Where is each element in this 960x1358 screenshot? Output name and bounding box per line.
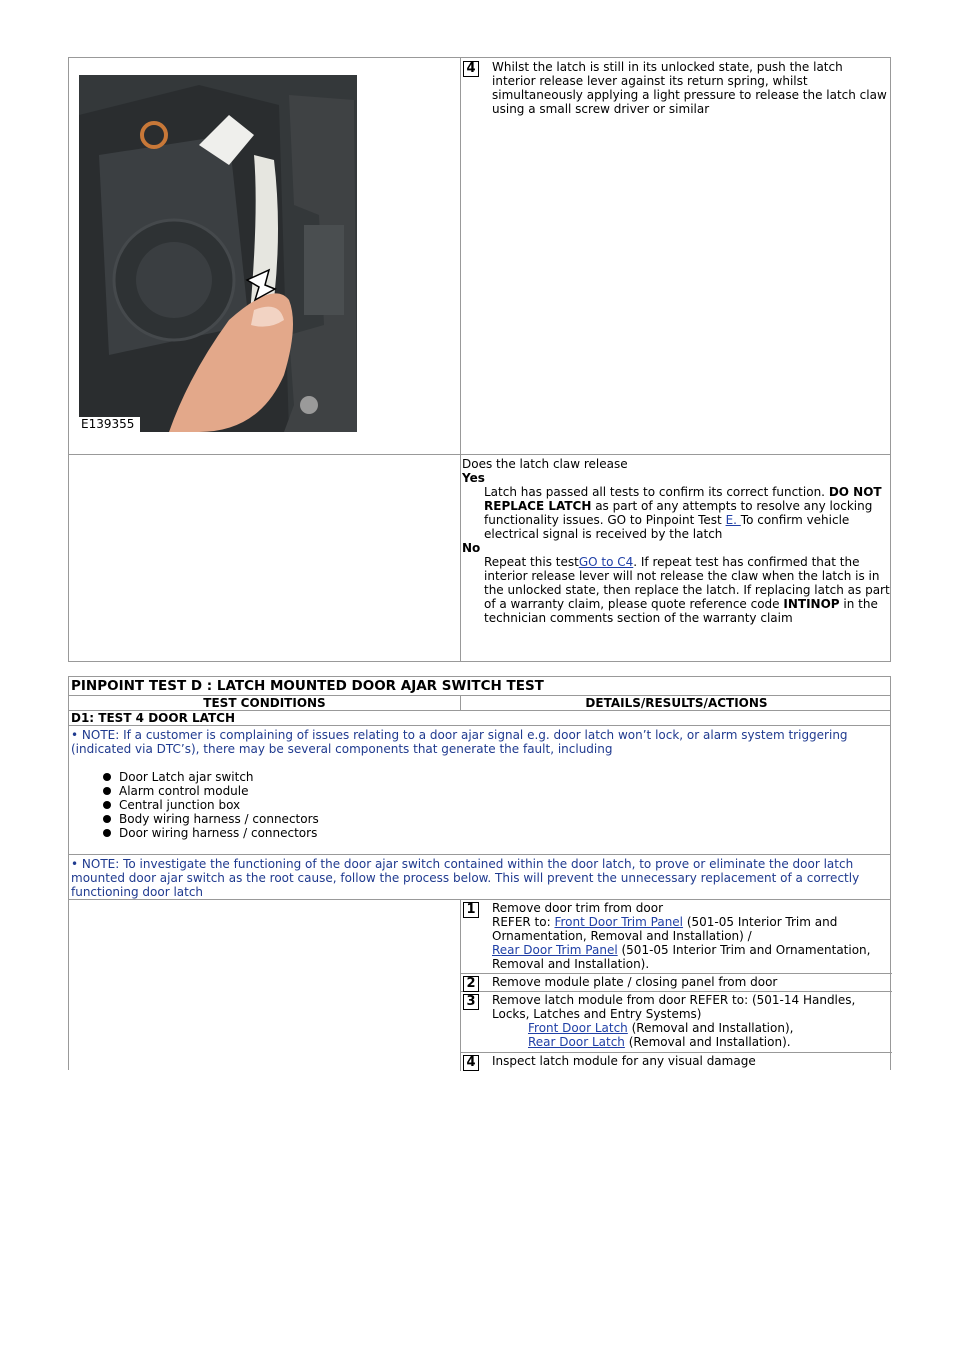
step-1-ref-text-1: (501-05 Interior Trim and Ornamentation, Removal and Installation) /: [492, 915, 838, 943]
row-divider: [69, 454, 890, 455]
no-bold: INTINOP: [783, 597, 840, 611]
yes-label: Yes: [462, 471, 485, 485]
pinpoint-test-e-link[interactable]: E.: [725, 513, 741, 527]
table-header-row: [69, 696, 890, 711]
step-3-refs: [492, 1021, 890, 1049]
procedure-table: [68, 57, 891, 662]
test-d1-heading: D1: TEST 4 DOOR LATCH: [69, 711, 890, 726]
component-list: [71, 770, 888, 840]
step-1-refs: [492, 915, 890, 971]
yes-bold: DO NOT REPLACE LATCH: [484, 485, 882, 513]
note-1-text: • NOTE: If a customer is complaining of issues relating to a door ajar signal e.g. door latch won’t lock, or alarm system triggering (indicated via DTC’s), there may be several components that generate the fault, including: [71, 728, 848, 756]
rear-door-latch-link[interactable]: Rear Door Latch: [528, 1035, 625, 1049]
pinpoint-test-d-table: [68, 676, 891, 1070]
note-row-2: [69, 855, 890, 900]
steps-block: [69, 900, 890, 1071]
list-item: Alarm control module: [119, 784, 888, 798]
list-item: Door wiring harness / connectors: [119, 826, 888, 840]
yes-text-1: Latch has passed all tests to confirm its correct function.: [484, 485, 829, 499]
step-1-text: [492, 901, 890, 971]
rear-door-trim-panel-link[interactable]: Rear Door Trim Panel: [492, 943, 618, 957]
front-door-trim-panel-link[interactable]: Front Door Trim Panel: [554, 915, 684, 929]
go-to-c4-link[interactable]: GO to C4: [578, 555, 634, 569]
no-text-2: . If repeat test has confirmed that the interior release lever will not release the claw when the latch is in the unlocked state, then replace the latch. If replacing latch as part of a warranty claim, please quote reference code: [484, 555, 890, 611]
step-number-badge: 2: [463, 976, 479, 992]
no-text-1: Repeat this test: [484, 555, 579, 569]
note-row-1: [69, 726, 890, 855]
step-3-ref-text-1: (Removal and Installation),: [627, 1021, 794, 1035]
step-3-text: [492, 993, 890, 1049]
latch-photo: [79, 75, 357, 432]
step-2-text: Remove module plate / closing panel from door: [492, 975, 778, 989]
yes-text-2: as part of any attempts to resolve any locking functionality issues. GO to Pinpoint Test: [484, 499, 873, 527]
step-number-badge: 1: [463, 902, 479, 918]
step-3-row: [460, 992, 892, 1053]
yes-text: [462, 485, 890, 541]
step-2-row: [460, 974, 892, 992]
figure-id-label: E139355: [79, 417, 140, 432]
pinpoint-test-title: PINPOINT TEST D : LATCH MOUNTED DOOR AJAR SWITCH TEST: [69, 677, 890, 696]
step-number-badge: 4: [463, 1055, 479, 1071]
step-number-badge: 3: [463, 994, 479, 1010]
no-text-3: in the technician comments section of the warranty claim: [484, 597, 878, 625]
step-3-title: Remove latch module from door REFER to: (501-14 Handles, Locks, Latches and Entry Systems): [492, 993, 856, 1021]
column-divider: [460, 58, 461, 661]
list-item: Central junction box: [119, 798, 888, 812]
yes-text-3: To confirm vehicle electrical signal is received by the latch: [484, 513, 850, 541]
step-4-row: [460, 1053, 892, 1071]
step-1-title: Remove door trim from door: [492, 901, 664, 915]
step-number-badge: 4: [463, 61, 479, 77]
list-item: Door Latch ajar switch: [119, 770, 888, 784]
step-4-text: Inspect latch module for any visual damage: [492, 1054, 756, 1068]
step-3-ref-text-2: (Removal and Installation).: [624, 1035, 791, 1049]
refer-to-label: REFER to:: [492, 915, 555, 929]
latch-illustration: [79, 75, 357, 432]
result-question: Does the latch claw release: [462, 457, 628, 471]
details-results-header: DETAILS/RESULTS/ACTIONS: [460, 696, 892, 710]
test-conditions-header: TEST CONDITIONS: [203, 696, 326, 710]
result-cell: [462, 457, 890, 625]
front-door-latch-link[interactable]: Front Door Latch: [528, 1021, 628, 1035]
step-4-row: [460, 58, 891, 118]
step-4-text: Whilst the latch is still in its unlocked state, push the latch interior release lever against its return spring, whilst simultaneously applying a light pressure to release the latch claw using a small screw driver or similar: [492, 60, 887, 116]
step-1-ref-text-2: (501-05 Interior Trim and Ornamentation, Removal and Installation).: [492, 943, 871, 971]
note-2-text: • NOTE: To investigate the functioning of the door ajar switch contained within the door latch, to prove or eliminate the door latch mounted door ajar switch as the root cause, follow the process below. This will prevent the unnecessary replacement of a correctly functioning door latch: [71, 857, 860, 899]
list-item: Body wiring harness / connectors: [119, 812, 888, 826]
no-text: [462, 555, 890, 625]
step-1-row: [460, 900, 892, 974]
no-label: No: [462, 541, 481, 555]
